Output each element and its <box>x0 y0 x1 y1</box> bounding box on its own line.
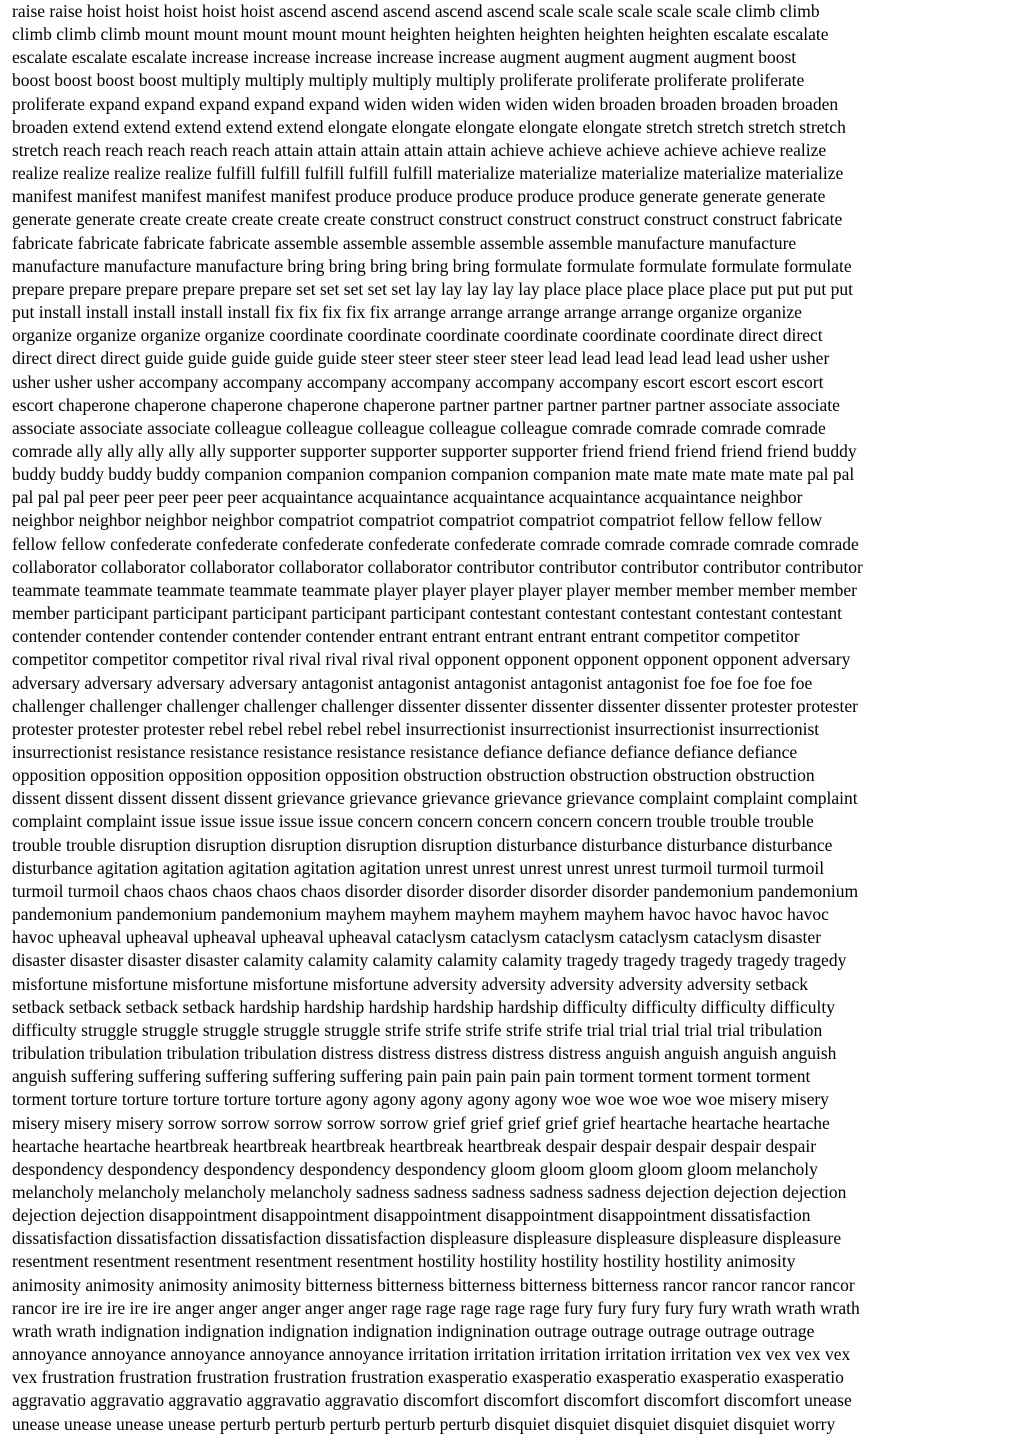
text-line: fellow fellow confederate confederate confederate confederate confederate comrade comrade comrade comrade comrade <box>12 533 859 554</box>
text-line: climb climb climb mount mount mount mount mount heighten heighten heighten heighten heighten escalate escalate <box>12 24 829 45</box>
text-line: competitor competitor competitor rival rival rival rival rival opponent opponent opponent opponent opponent adversary <box>12 649 851 670</box>
text-line: adversary adversary adversary adversary antagonist antagonist antagonist antagonist antagonist foe foe foe foe foe <box>12 672 813 693</box>
text-line: tribulation tribulation tribulation tribulation distress distress distress distress distress anguish anguish anguish anguish <box>12 1043 837 1064</box>
text-line: disaster disaster disaster disaster calamity calamity calamity calamity calamity tragedy tragedy tragedy tragedy tragedy <box>12 950 847 971</box>
text-line: stretch reach reach reach reach reach attain attain attain attain attain achieve achieve achieve achieve achieve realize <box>12 139 827 160</box>
text-line: dissent dissent dissent dissent dissent grievance grievance grievance grievance grievance complaint complaint complaint <box>12 788 858 809</box>
text-line: setback setback setback setback hardship hardship hardship hardship hardship difficulty difficulty difficulty difficulty <box>12 996 835 1017</box>
text-line: trouble trouble disruption disruption disruption disruption disruption disturbance disturbance disturbance disturbance <box>12 834 833 855</box>
text-line: torment torture torture torture torture torture agony agony agony agony agony woe woe woe woe woe misery misery <box>12 1089 829 1110</box>
text-line: contender contender contender contender contender entrant entrant entrant entrant entrant competitor competitor <box>12 626 800 647</box>
text-line: misery misery misery sorrow sorrow sorrow sorrow sorrow grief grief grief grief grief heartache heartache heartache <box>12 1112 830 1133</box>
text-line: escalate escalate escalate increase increase increase increase increase augment augment augment augment boost <box>12 47 797 68</box>
body-text <box>12 0 1012 1436</box>
text-line: rancor ire ire ire ire ire anger anger anger anger anger rage rage rage rage rage fury fury fury fury fury wrath wrath wrath <box>12 1297 860 1318</box>
text-line: direct direct direct guide guide guide guide guide steer steer steer steer steer lead lead lead lead lead lead usher usher <box>12 348 830 369</box>
text-line: unease unease unease unease perturb perturb perturb perturb perturb disquiet disquiet disquiet disquiet disquiet worry <box>12 1413 836 1434</box>
text-line: boost boost boost boost multiply multiply multiply multiply multiply proliferate proliferate proliferate proliferate <box>12 70 805 91</box>
text-line: organize organize organize organize coordinate coordinate coordinate coordinate coordinate coordinate direct direct <box>12 325 823 346</box>
text-line: collaborator collaborator collaborator collaborator collaborator contributor contributor contributor contributor contributor <box>12 556 863 577</box>
text-line: turmoil turmoil chaos chaos chaos chaos chaos disorder disorder disorder disorder disorder pandemonium pandemonium <box>12 880 859 901</box>
text-line: manufacture manufacture manufacture bring bring bring bring bring formulate formulate formulate formulate formulate <box>12 255 852 276</box>
text-line: manifest manifest manifest manifest manifest produce produce produce produce produce generate generate generate <box>12 186 826 207</box>
text-line: associate associate associate colleague colleague colleague colleague colleague comrade comrade comrade comrade <box>12 417 826 438</box>
text-line: havoc upheaval upheaval upheaval upheaval upheaval cataclysm cataclysm cataclysm cataclysm cataclysm disaster <box>12 927 822 948</box>
text-line: buddy buddy buddy buddy companion companion companion companion companion mate mate mate mate mate pal pal <box>12 464 855 485</box>
text-line: prepare prepare prepare prepare prepare set set set set set lay lay lay lay lay place place place place place put put put put <box>12 278 854 299</box>
text-line: put install install install install install fix fix fix fix fix arrange arrange arrange arrange arrange organize organize <box>12 302 802 323</box>
text-line: pandemonium pandemonium pandemonium mayhem mayhem mayhem mayhem mayhem havoc havoc havoc havoc <box>12 904 829 925</box>
text-line: aggravatio aggravatio aggravatio aggravatio aggravatio discomfort discomfort discomfort discomfort discomfort unease <box>12 1390 852 1411</box>
text-line: raise raise hoist hoist hoist hoist hoist ascend ascend ascend ascend ascend scale scale scale scale scale climb climb <box>12 1 820 21</box>
text-line: fabricate fabricate fabricate fabricate assemble assemble assemble assemble assemble manufacture manufacture <box>12 232 797 253</box>
text-line: despondency despondency despondency despondency despondency gloom gloom gloom gloom gloom melancholy <box>12 1158 818 1179</box>
text-line: comrade ally ally ally ally ally supporter supporter supporter supporter supporter friend friend friend friend friend buddy <box>12 440 857 461</box>
text-line: neighbor neighbor neighbor neighbor compatriot compatriot compatriot compatriot compatriot fellow fellow fellow <box>12 510 823 531</box>
text-line: animosity animosity animosity animosity bitterness bitterness bitterness bitterness bitterness rancor rancor rancor rancor <box>12 1274 855 1295</box>
text-line: usher usher usher accompany accompany accompany accompany accompany accompany escort escort escort escort <box>12 371 824 392</box>
text-line: generate generate create create create create create construct construct construct construct construct construct fabricate <box>12 209 843 230</box>
text-line: dissatisfaction dissatisfaction dissatisfaction dissatisfaction displeasure displeasure displeasure displeasure displeasure <box>12 1228 842 1249</box>
text-line: melancholy melancholy melancholy melancholy sadness sadness sadness sadness sadness dejection dejection dejection <box>12 1181 847 1202</box>
text-line: protester protester protester rebel rebel rebel rebel rebel insurrectionist insurrectionist insurrectionist insurrectionist <box>12 718 820 739</box>
text-line: challenger challenger challenger challenger challenger dissenter dissenter dissenter dissenter dissenter protester protester <box>12 695 858 716</box>
text-line: opposition opposition opposition opposition opposition obstruction obstruction obstruction obstruction obstruction <box>12 765 815 786</box>
text-line: escort chaperone chaperone chaperone chaperone chaperone partner partner partner partner partner associate associate <box>12 394 840 415</box>
text-line: annoyance annoyance annoyance annoyance annoyance irritation irritation irritation irritation irritation vex vex vex vex <box>12 1344 851 1365</box>
text-line: pal pal pal peer peer peer peer peer acquaintance acquaintance acquaintance acquaintance acquaintance neighbor <box>12 487 803 508</box>
text-line: proliferate expand expand expand expand expand widen widen widen widen widen broaden broaden broaden broaden <box>12 93 839 114</box>
text-line: wrath wrath indignation indignation indignation indignation indignination outrage outrage outrage outrage outrage <box>12 1320 815 1341</box>
text-line: teammate teammate teammate teammate teammate player player player player player member member member member <box>12 579 857 600</box>
text-line: resentment resentment resentment resentment resentment hostility hostility hostility hostility hostility animosity <box>12 1251 796 1272</box>
text-line: dejection dejection disappointment disappointment disappointment disappointment disappointment dissatisfaction <box>12 1205 811 1226</box>
text-line: difficulty struggle struggle struggle struggle struggle strife strife strife strife strife trial trial trial trial trial tribulation <box>12 1019 823 1040</box>
text-line: vex frustration frustration frustration frustration frustration exasperatio exasperatio exasperatio exasperatio exasperatio <box>12 1367 844 1388</box>
text-line: realize realize realize realize fulfill fulfill fulfill fulfill fulfill materialize materialize materialize materialize materialize <box>12 163 844 184</box>
text-line: anguish suffering suffering suffering suffering suffering pain pain pain pain pain torment torment torment torment <box>12 1066 811 1087</box>
text-line: insurrectionist resistance resistance resistance resistance resistance defiance defiance defiance defiance defiance <box>12 742 798 762</box>
text-line: heartache heartache heartbreak heartbreak heartbreak heartbreak heartbreak despair despair despair despair despair <box>12 1135 817 1156</box>
text-line: complaint complaint issue issue issue issue issue concern concern concern concern concern trouble trouble trouble <box>12 811 814 832</box>
text-line: disturbance agitation agitation agitation agitation agitation unrest unrest unrest unrest unrest turmoil turmoil turmoil <box>12 857 825 878</box>
text-line: member participant participant participant participant participant contestant contestant contestant contestant contestant <box>12 603 842 624</box>
text-line: misfortune misfortune misfortune misfortune misfortune adversity adversity adversity adversity adversity setback <box>12 973 809 994</box>
text-line: broaden extend extend extend extend extend elongate elongate elongate elongate elongate stretch stretch stretch stretch <box>12 116 846 137</box>
